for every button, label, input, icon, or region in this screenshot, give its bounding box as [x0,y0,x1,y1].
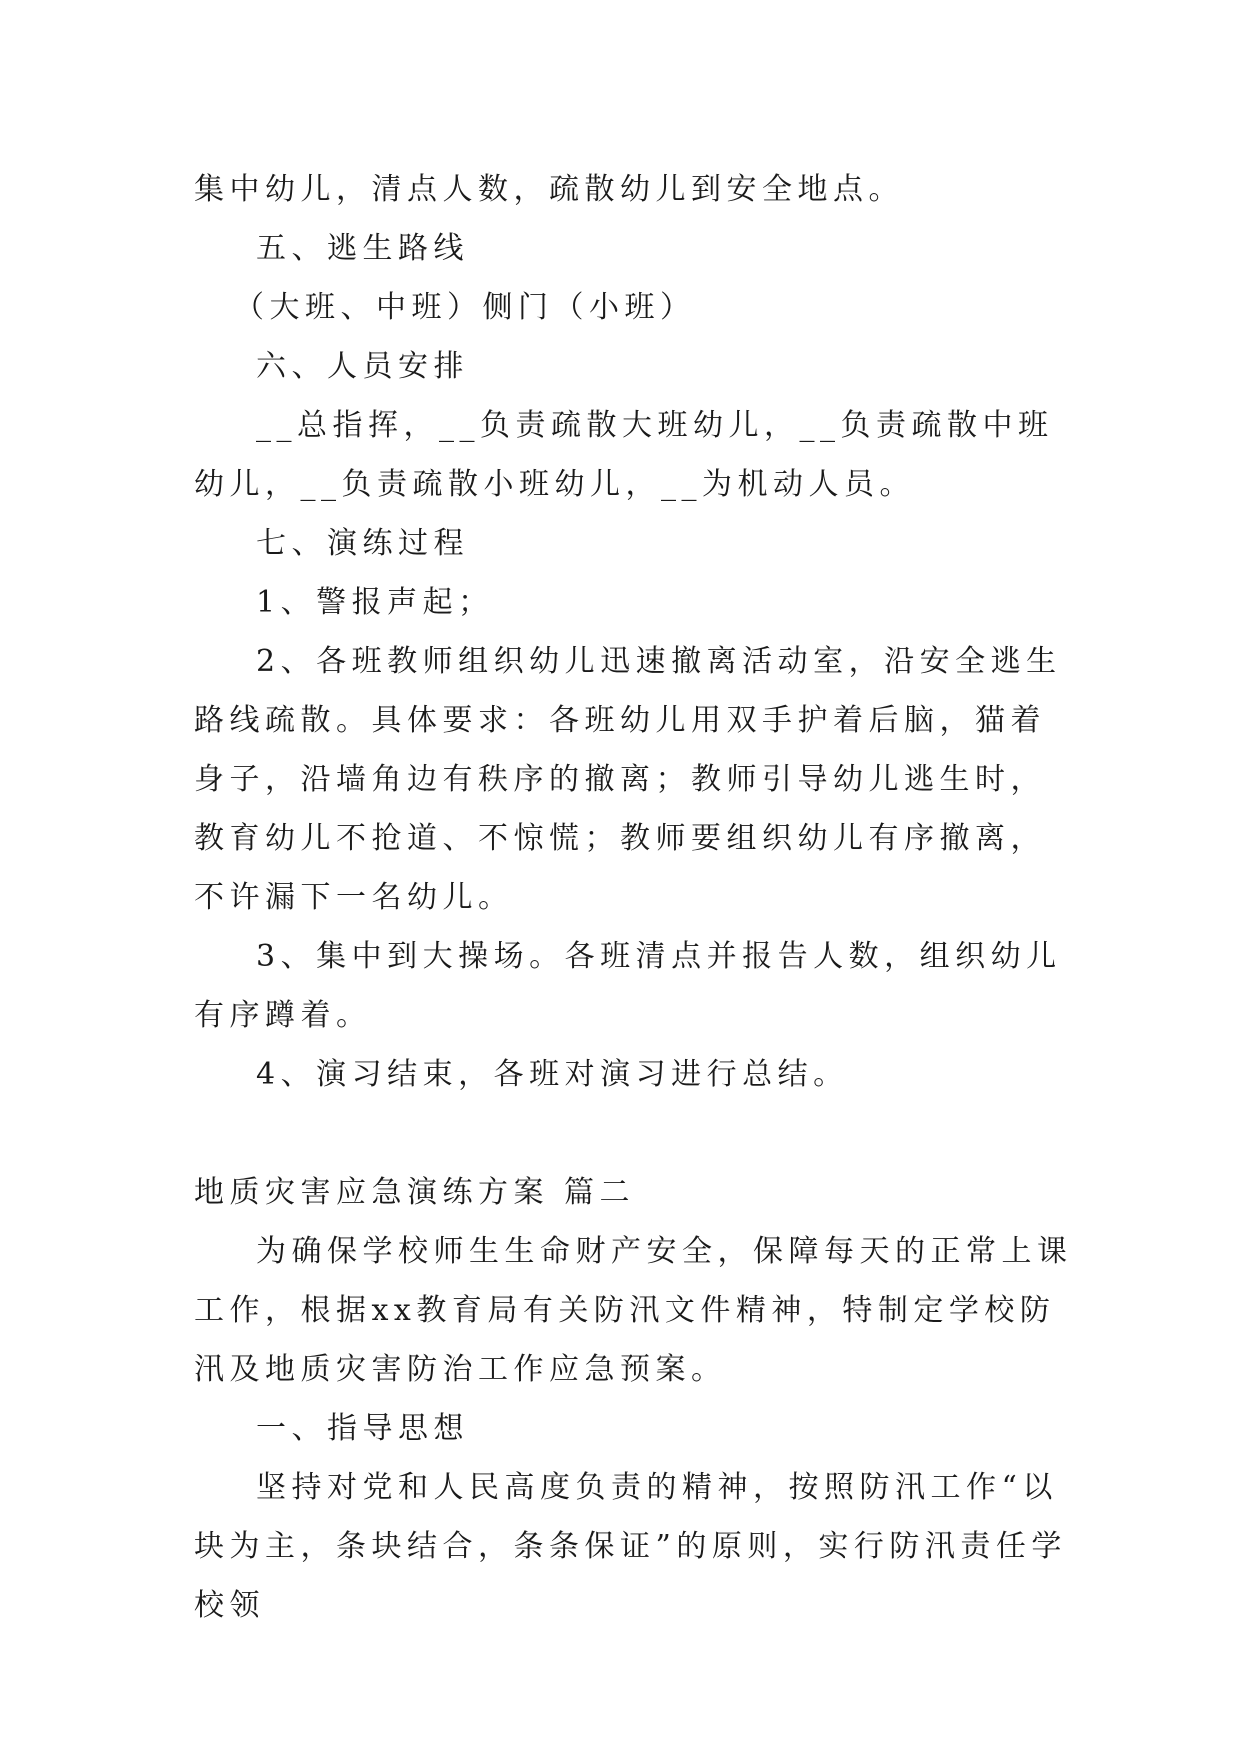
paragraph-staff-arrangement: __总指挥，__负责疏散大班幼儿，__负责疏散中班幼儿，__负责疏散小班幼儿，__为机动人员。 [194,408,1054,502]
heading-drill-process: 七、演练过程 [256,526,469,561]
paragraph-guiding-ideology: 坚持对党和人民高度负责的精神，按照防汛工作“以块为主，条块结合，条条保证”的原则，实行防汛责任学校领 [194,1470,1067,1623]
paragraph-continuation: 集中幼儿，清点人数，疏散幼儿到安全地点。 [194,172,904,207]
paragraph-purpose: 为确保学校师生生命财产安全，保障每天的正常上课工作，根据xx教育局有关防汛文件精神，特制定学校防汛及地质灾害防治工作应急预案。 [194,1234,1073,1387]
heading-guiding-ideology: 一、指导思想 [256,1411,469,1446]
paragraph-step-1: 1、警报声起； [256,585,494,620]
paragraph-step-2: 2、各班教师组织幼儿迅速撤离活动室，沿安全逃生路线疏散。具体要求：各班幼儿用双手护着后脑，猫着身子，沿墙角边有秩序的撤离；教师引导幼儿逃生时，教育幼儿不抢道、不惊慌；教师要组织幼儿有序撤离，不许漏下一名幼儿。 [194,644,1062,915]
section-two-title: 地质灾害应急演练方案 篇二 [194,1175,636,1210]
document-body [194,160,1074,1635]
heading-escape-route: 五、逃生路线 [256,231,469,266]
heading-staff-arrangement: 六、人员安排 [256,349,469,384]
section-spacer [194,1104,1074,1163]
paragraph-step-4: 4、演习结束，各班对演习进行总结。 [256,1057,849,1092]
paragraph-escape-route: （大班、中班）侧门（小班） [234,290,696,325]
paragraph-step-3: 3、集中到大操场。各班清点并报告人数，组织幼儿有序蹲着。 [194,939,1062,1033]
